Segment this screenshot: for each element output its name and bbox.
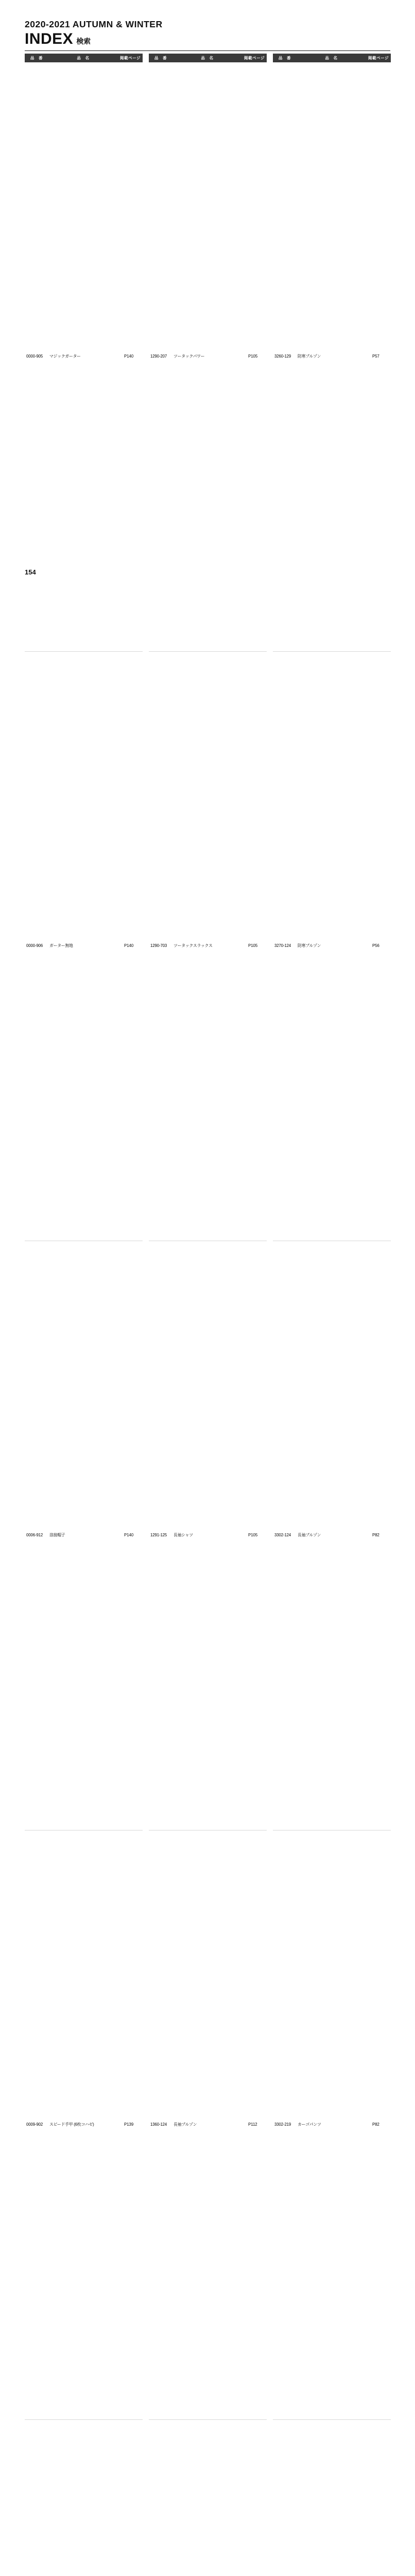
product-code: 3302-124 bbox=[273, 1241, 297, 1831]
column-header: 品 番 bbox=[25, 54, 48, 62]
page-reference bbox=[242, 2420, 267, 2576]
product-name: カーゴパンツ bbox=[297, 1831, 366, 2420]
product-code: 1291-125 bbox=[149, 1241, 172, 1831]
page-number-value: P140 bbox=[124, 354, 134, 359]
index-table bbox=[273, 54, 391, 2576]
table-row[interactable] bbox=[273, 62, 391, 652]
product-name: 長袖シャツ bbox=[172, 1241, 242, 1831]
column-header: 掲載ページ bbox=[366, 54, 391, 62]
table-header-row bbox=[273, 54, 391, 62]
page-number-value: P140 bbox=[124, 1533, 134, 1538]
column-header: 品 名 bbox=[297, 54, 366, 62]
page-reference bbox=[366, 1831, 391, 2420]
product-name bbox=[48, 2420, 118, 2576]
page-reference bbox=[366, 652, 391, 1241]
column-header: 掲載ページ bbox=[242, 54, 267, 62]
page-reference bbox=[242, 62, 267, 652]
table-row[interactable] bbox=[25, 1241, 143, 1831]
column-header: 品 番 bbox=[273, 54, 297, 62]
product-code: 0000-905 bbox=[25, 62, 48, 652]
product-name: マジックガーター bbox=[48, 62, 118, 652]
page-number-value: P82 bbox=[372, 2122, 379, 2127]
table-header-row bbox=[149, 54, 267, 62]
product-code: 0000-906 bbox=[25, 652, 48, 1241]
page-number-value: P105 bbox=[248, 1533, 258, 1538]
product-name bbox=[172, 2420, 242, 2576]
table-row[interactable] bbox=[25, 1831, 143, 2420]
table-header-row bbox=[25, 54, 143, 62]
page-reference bbox=[366, 2420, 391, 2576]
product-name: 長袖ブルゾン bbox=[172, 1831, 242, 2420]
product-code bbox=[149, 2420, 172, 2576]
product-name: 防寒ブルゾン bbox=[297, 652, 366, 1241]
table-row[interactable] bbox=[25, 62, 143, 652]
product-code: 1290-703 bbox=[149, 652, 172, 1241]
page-number-value: P105 bbox=[248, 354, 258, 359]
page-reference bbox=[118, 652, 143, 1241]
page-number-value: P140 bbox=[124, 943, 134, 948]
page-reference bbox=[118, 1831, 143, 2420]
table-row[interactable] bbox=[273, 1831, 391, 2420]
table-row[interactable] bbox=[25, 2420, 143, 2576]
page-header bbox=[25, 20, 163, 47]
product-code bbox=[25, 2420, 48, 2576]
product-name: 溶接帽子 bbox=[48, 1241, 118, 1831]
table-row[interactable] bbox=[149, 652, 267, 1241]
page-reference bbox=[242, 1241, 267, 1831]
product-name: ツータックパワー bbox=[172, 62, 242, 652]
table-row[interactable] bbox=[149, 1241, 267, 1831]
page-reference bbox=[242, 652, 267, 1241]
page-number-value: P82 bbox=[372, 1533, 379, 1538]
product-name: ガーター無地 bbox=[48, 652, 118, 1241]
table-row[interactable] bbox=[273, 652, 391, 1241]
index-title-line bbox=[25, 31, 163, 47]
product-code: 1360-124 bbox=[149, 1831, 172, 2420]
season-title: 2020-2021 AUTUMN & WINTER bbox=[25, 19, 163, 29]
page-reference bbox=[118, 62, 143, 652]
product-name: 長袖ブルゾン bbox=[297, 1241, 366, 1831]
product-code: 1290-207 bbox=[149, 62, 172, 652]
page-number-value: P57 bbox=[372, 354, 379, 359]
product-name bbox=[297, 2420, 366, 2576]
column-header: 掲載ページ bbox=[118, 54, 143, 62]
index-column-2 bbox=[149, 54, 267, 2576]
page-reference bbox=[366, 1241, 391, 1831]
product-name: 防寒ブルゾン bbox=[297, 62, 366, 652]
table-row[interactable] bbox=[273, 1241, 391, 1831]
index-column-1 bbox=[25, 54, 143, 2576]
product-code: 3302-219 bbox=[273, 1831, 297, 2420]
index-title: INDEX bbox=[25, 30, 74, 48]
page-reference bbox=[118, 2420, 143, 2576]
page-number: 154 bbox=[25, 568, 36, 576]
product-code: 0009-902 bbox=[25, 1831, 48, 2420]
table-row[interactable] bbox=[25, 652, 143, 1241]
table-row[interactable] bbox=[149, 62, 267, 652]
index-table bbox=[25, 54, 143, 2576]
index-subtitle: 検索 bbox=[76, 37, 91, 46]
product-name: スピード手甲 (6枚コハゼ) bbox=[48, 1831, 118, 2420]
index-columns bbox=[25, 54, 391, 2576]
page-number-value: P56 bbox=[372, 943, 379, 948]
page-reference bbox=[366, 62, 391, 652]
column-header: 品 名 bbox=[172, 54, 242, 62]
column-header: 品 名 bbox=[48, 54, 118, 62]
product-code: 0006-912 bbox=[25, 1241, 48, 1831]
page-number-value: P139 bbox=[124, 2122, 134, 2127]
table-row[interactable] bbox=[273, 2420, 391, 2576]
table-row[interactable] bbox=[149, 2420, 267, 2576]
page-reference bbox=[242, 1831, 267, 2420]
product-code: 3260-129 bbox=[273, 62, 297, 652]
page-reference bbox=[118, 1241, 143, 1831]
column-header: 品 番 bbox=[149, 54, 172, 62]
product-code bbox=[273, 2420, 297, 2576]
table-row[interactable] bbox=[149, 1831, 267, 2420]
product-name: ツータックスラックス bbox=[172, 652, 242, 1241]
page-number-value: P112 bbox=[248, 2122, 257, 2127]
index-table bbox=[149, 54, 267, 2576]
header-divider bbox=[25, 50, 390, 51]
page-number-value: P105 bbox=[248, 943, 258, 948]
index-column-3 bbox=[273, 54, 391, 2576]
product-code: 3270-124 bbox=[273, 652, 297, 1241]
